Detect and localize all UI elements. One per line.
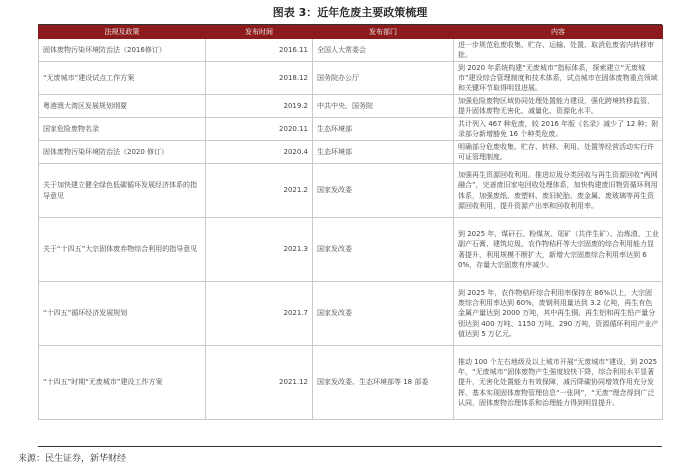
release-time: 2020.4: [206, 141, 313, 164]
policy-content: 推动 100 个左右地级及以上城市开展“无废城市”建设，到 2025 年，“无废城市”固体废物产生强度较快下降，综合利用水平显著提升，无害化处置能力有效保障，减污降碳协同增效作用充分发挥，基本实现固体废物管理信息“一张网”，“无废”理念得到广泛认同，固体废物治理体系和治理能力得到明显提升。: [454, 346, 663, 420]
release-time: 2021.7: [206, 282, 313, 346]
policy-content: 到 2020 年系统构建“无废城市”指标体系，探索建立“无废城市”建设综合管理制度和技术体系，试点城市在固体废物重点领域和关键环节取得明显进展。: [454, 62, 663, 95]
release-dept: 国家发改委: [313, 218, 454, 282]
table-header-row: [39, 26, 663, 39]
policy-name: 关于加快建立健全绿色低碳循环发展经济体系的指导意见: [39, 164, 206, 218]
table-row: [39, 95, 663, 118]
release-time: 2019.2: [206, 95, 313, 118]
bottom-rule: [38, 446, 662, 447]
policy-content: 加强危险废物区域协同处理处置能力建设，强化跨境转移监管，提升固体废物无害化、减量化、资源化水平。: [454, 95, 663, 118]
release-time: 2018.12: [206, 62, 313, 95]
release-time: 2016.11: [206, 39, 313, 62]
release-dept: 生态环境部: [313, 118, 454, 141]
release-time: 2021.12: [206, 346, 313, 420]
policy-name: 粤港澳大湾区发展规划纲要: [39, 95, 206, 118]
release-time: 2021.2: [206, 164, 313, 218]
release-dept: 国家发改委: [313, 164, 454, 218]
release-dept: 生态环境部: [313, 141, 454, 164]
policy-content: 加强再生资源回收利用。推进垃圾分类回收与再生资源回收“两网融合”，完善废旧家电回收处理体系，加快构建废旧物资循环利用体系，加强废纸、废塑料、废旧轮胎、废金属、废玻璃等再生资源回收利用，提升资源产出率和回收利用率。: [454, 164, 663, 218]
header-policy: 法规及政策: [39, 26, 206, 39]
policy-content: 到 2025 年，煤矸石、粉煤灰、尾矿（共伴生矿）、冶炼渣、工业副产石膏、建筑垃圾、农作物秸秆等大宗固废的综合利用能力显著提升，利用规模不断扩大，新增大宗固废综合利用率达到 60%，存量大宗固废有序减少。: [454, 218, 663, 282]
release-dept: 国家发改委、生态环境部等 18 部委: [313, 346, 454, 420]
table-row: [39, 164, 663, 218]
release-dept: 全国人大常委会: [313, 39, 454, 62]
release-time: 2021.3: [206, 218, 313, 282]
policy-name: “十四五”时期“无废城市”建设工作方案: [39, 346, 206, 420]
header-content: 内容: [454, 26, 663, 39]
table-row: [39, 62, 663, 95]
release-dept: 中共中央、国务院: [313, 95, 454, 118]
policy-table: [38, 25, 663, 420]
header-time: 发布时间: [206, 26, 313, 39]
policy-name: “十四五”循环经济发展规划: [39, 282, 206, 346]
header-dept: 发布部门: [313, 26, 454, 39]
table-row: [39, 141, 663, 164]
release-dept: 国务院办公厅: [313, 62, 454, 95]
policy-name: 国家危险废物名录: [39, 118, 206, 141]
release-dept: 国家发改委: [313, 282, 454, 346]
table-row: [39, 118, 663, 141]
release-time: 2020.11: [206, 118, 313, 141]
policy-content: 共计列入 467 种危废，较 2016 年版《名录》减少了 12 种；附录部分新增豁免 16 个种类危废。: [454, 118, 663, 141]
policy-name: 关于“十四五”大宗固体废弃物综合利用的指导意见: [39, 218, 206, 282]
policy-name: 固体废物污染环境防治法（2020 修订）: [39, 141, 206, 164]
source-note: 来源：民生证券，新华财经: [18, 454, 127, 464]
policy-content: 到 2025 年，农作物秸秆综合利用率保持在 86%以上，大宗固废综合利用率达到 60%，废钢利用量达到 3.2 亿吨，再生有色金属产量达到 2000 万吨，其中再生铜、再生铝和再生铅产量分别达到 400 万吨、1150 万吨、290 万吨，资源循环利用产业产值达到 5 万亿元。: [454, 282, 663, 346]
table-row: [39, 282, 663, 346]
table-row: [39, 346, 663, 420]
policy-content: 明确部分危废收集、贮存、转移、利用、处置等经营活动实行许可证管理制度。: [454, 141, 663, 164]
figure-title: 图表 3：近年危废主要政策梳理: [272, 6, 428, 19]
policy-content: 进一步规范危废收集、贮存、运输、处置、取消危废省内转移审批。: [454, 39, 663, 62]
table-row: [39, 218, 663, 282]
policy-name: “无废城市”建设试点工作方案: [39, 62, 206, 95]
policy-name: 固体废物污染环境防治法（2016修订）: [39, 39, 206, 62]
table-row: [39, 39, 663, 62]
